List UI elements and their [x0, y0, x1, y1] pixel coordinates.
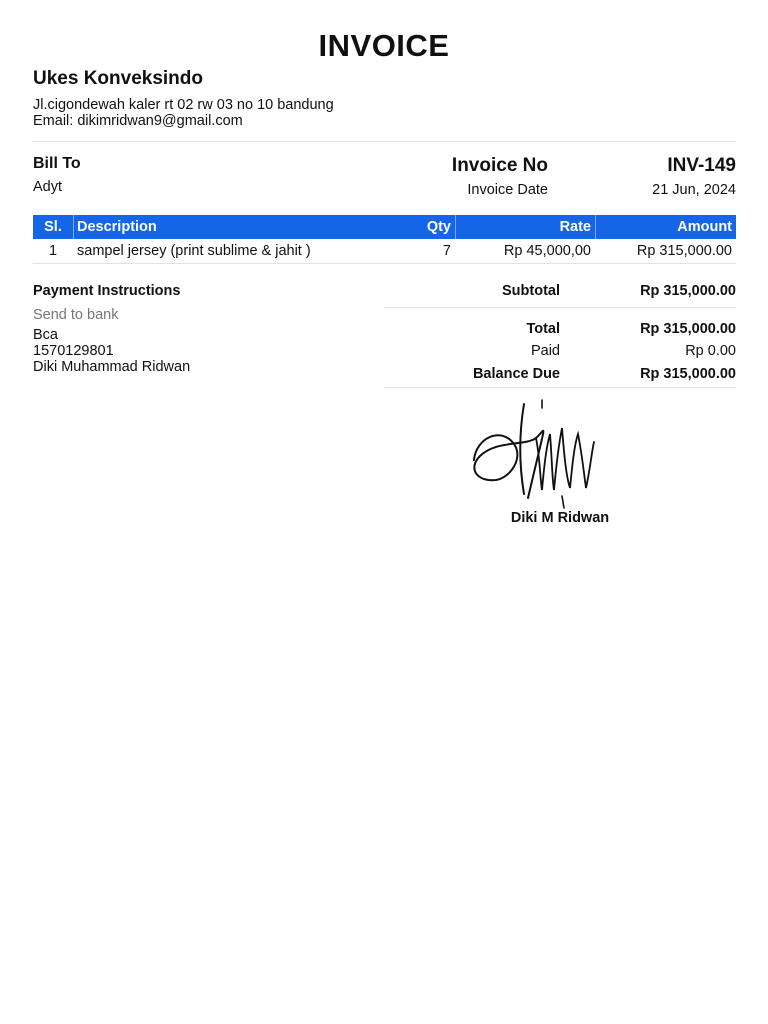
summary-bottom-divider	[384, 387, 736, 388]
column-separator	[73, 215, 74, 239]
company-name: Ukes Konveksindo	[33, 68, 203, 89]
company-email: Email: dikimridwan9@gmail.com	[33, 113, 243, 129]
payment-bank: Bca	[33, 327, 58, 343]
column-header-description: Description	[77, 219, 157, 235]
row-amount: Rp 315,000.00	[636, 243, 732, 259]
paid-label: Paid	[530, 343, 560, 359]
total-label: Total	[526, 321, 560, 337]
items-table-header	[33, 215, 736, 239]
company-address: Jl.cigondewah kaler rt 02 rw 03 no 10 bandung	[33, 97, 334, 113]
summary-divider	[384, 307, 736, 308]
invoice-title: INVOICE	[318, 28, 450, 63]
payment-account-number: 1570129801	[33, 343, 114, 359]
invoice-date-label: Invoice Date	[467, 182, 548, 198]
row-sl: 1	[48, 243, 58, 259]
column-separator	[595, 215, 596, 239]
signatory-name: Diki M Ridwan	[510, 510, 610, 526]
column-header-qty: Qty	[426, 219, 451, 235]
company-contact	[33, 97, 334, 129]
column-header-sl: Sl.	[44, 219, 62, 235]
balance-due-value: Rp 315,000.00	[640, 366, 736, 382]
payment-subtitle: Send to bank	[33, 307, 119, 323]
header-divider	[33, 141, 736, 142]
signature-image	[466, 398, 606, 510]
paid-value: Rp 0.00	[685, 343, 736, 359]
balance-due-label: Balance Due	[472, 366, 560, 382]
total-value: Rp 315,000.00	[640, 321, 736, 337]
row-qty: 7	[442, 243, 451, 259]
bill-to-label: Bill To	[33, 155, 81, 172]
row-description: sampel jersey (print sublime & jahit )	[77, 243, 311, 259]
column-header-rate: Rate	[559, 219, 591, 235]
invoice-number: INV-149	[667, 155, 736, 176]
payment-instructions-label: Payment Instructions	[33, 283, 181, 299]
column-header-amount: Amount	[677, 219, 732, 235]
row-rate: Rp 45,000,00	[503, 243, 591, 259]
payment-account-name: Diki Muhammad Ridwan	[33, 359, 191, 375]
subtotal-label: Subtotal	[502, 283, 560, 299]
bill-to-name: Adyt	[33, 179, 63, 195]
subtotal-value: Rp 315,000.00	[640, 283, 736, 299]
table-row-divider	[33, 263, 736, 264]
invoice-number-label: Invoice No	[451, 155, 548, 176]
column-separator	[455, 215, 456, 239]
invoice-date: 21 Jun, 2024	[652, 182, 736, 198]
